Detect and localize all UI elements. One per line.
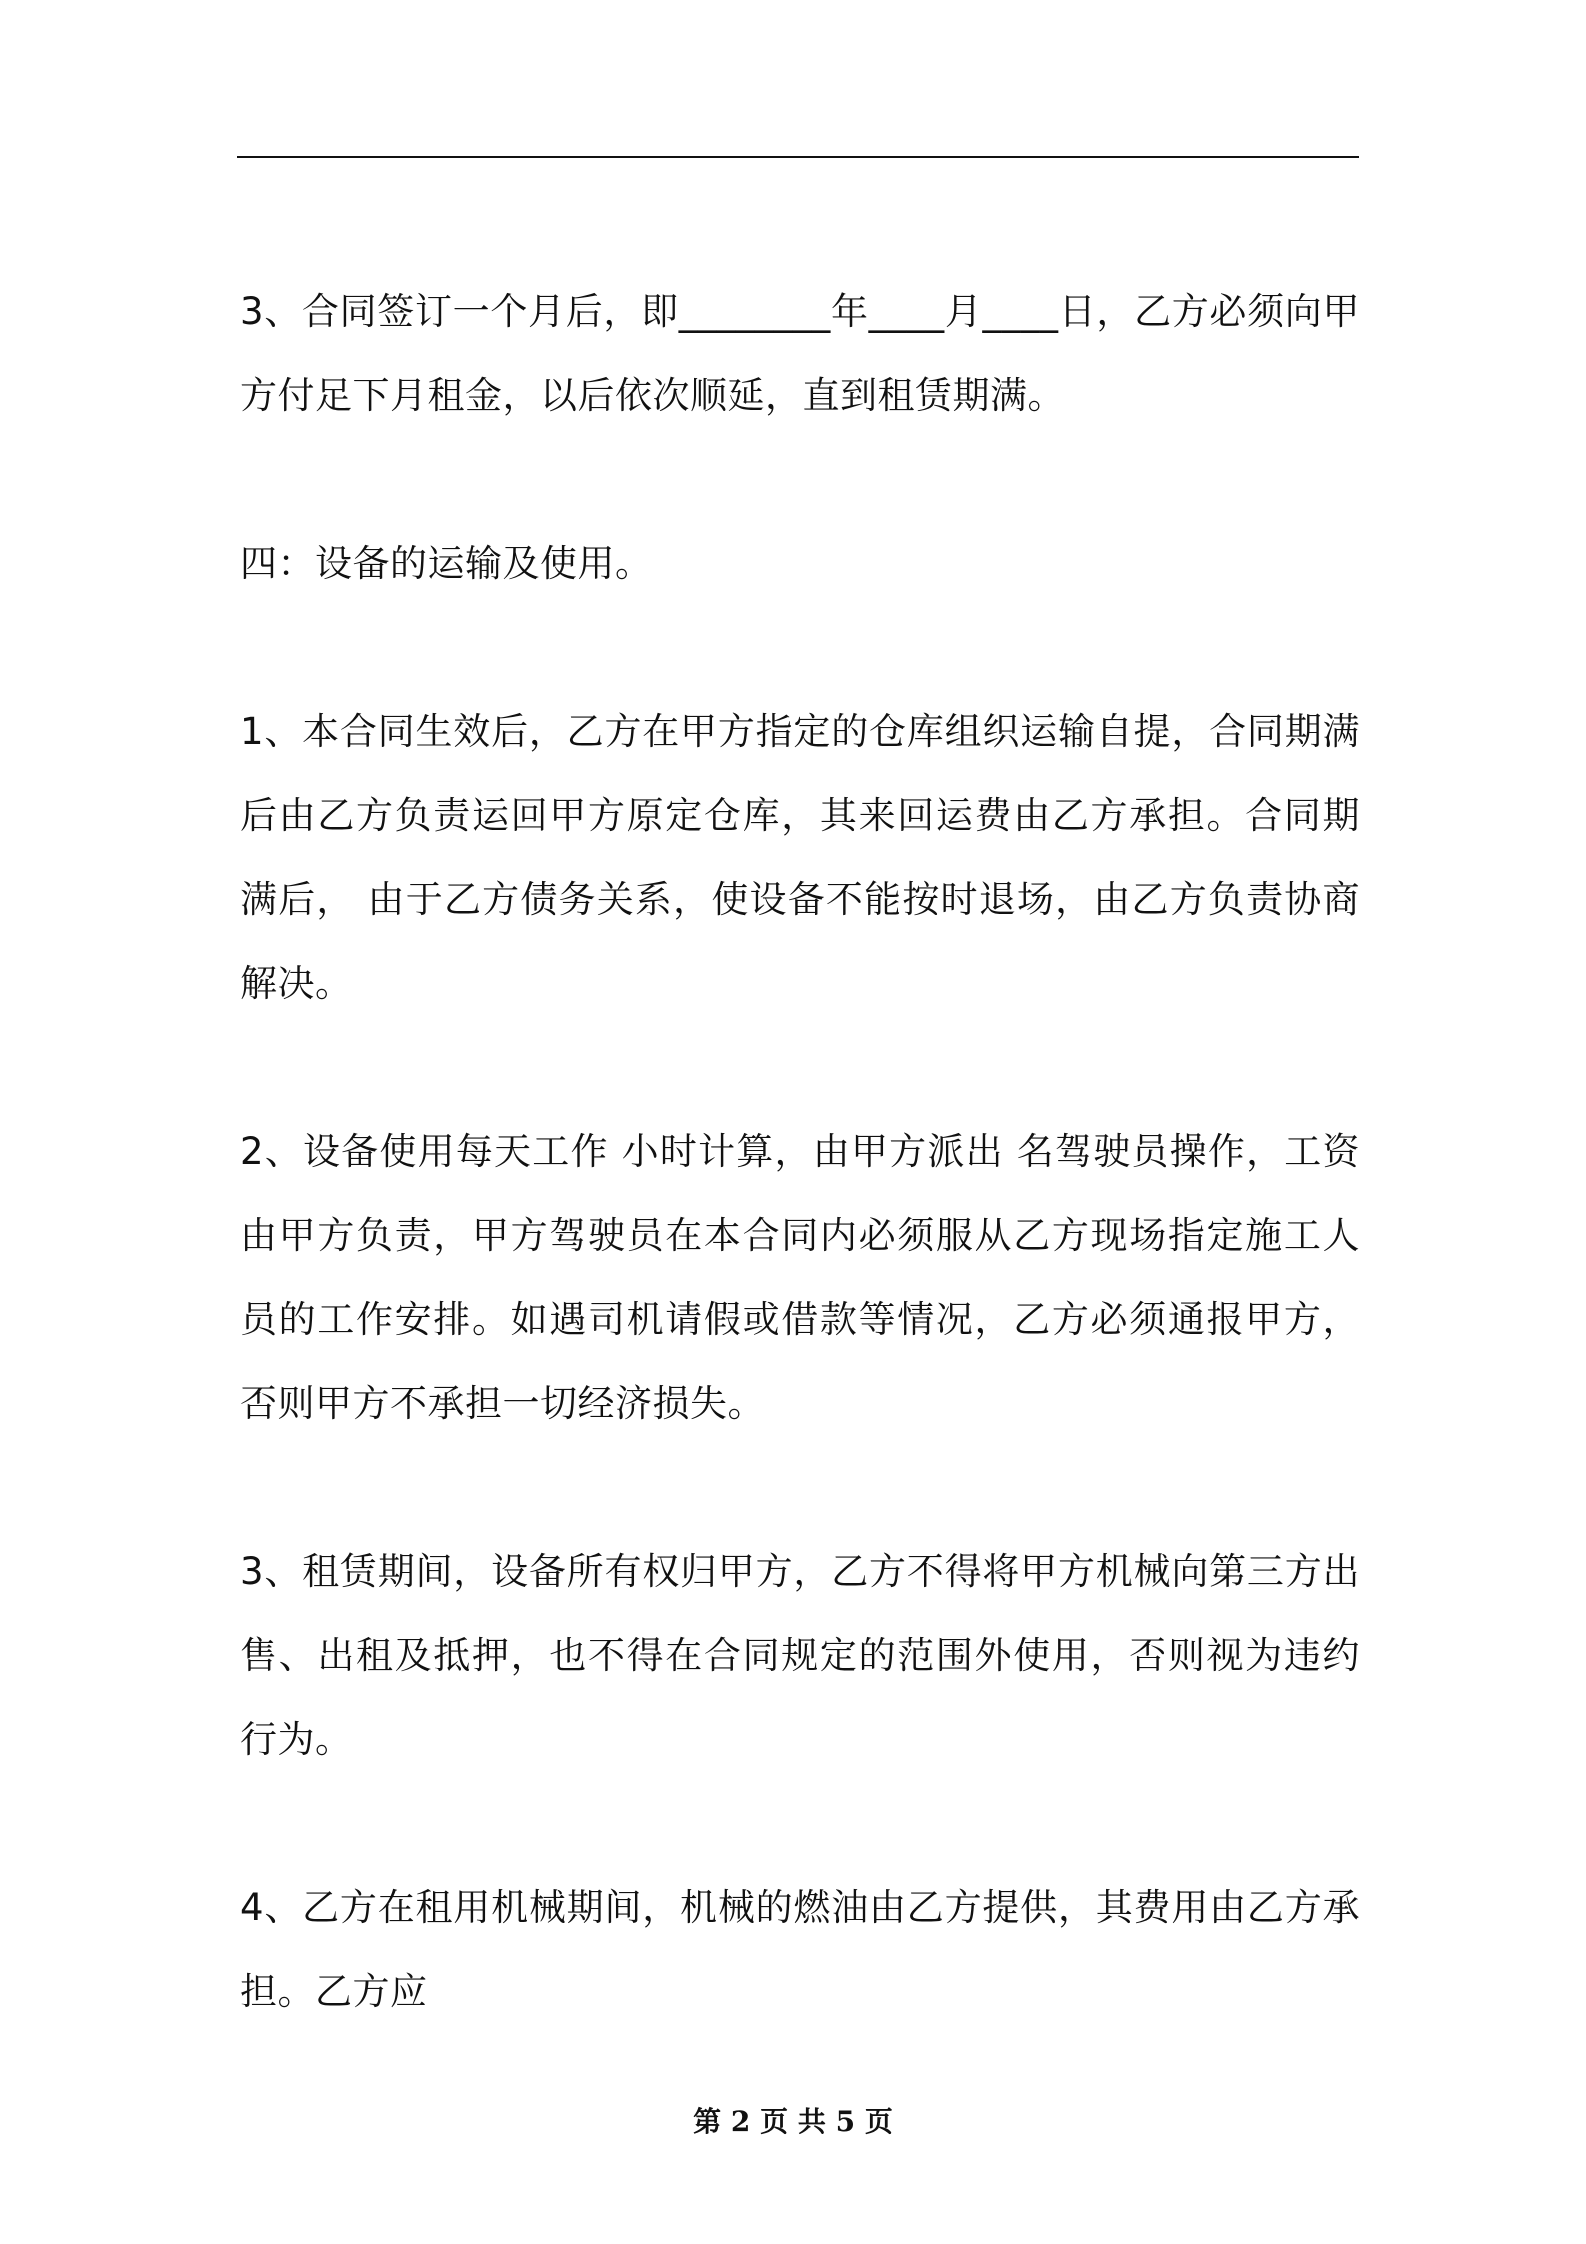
paragraph-transport: 1、本合同生效后，乙方在甲方指定的仓库组织运输自提，合同期满后由乙方负责运回甲方原定仓库，其来回运费由乙方承担。合同期满后， 由于乙方债务关系，使设备不能按时退场，由乙方负责协商解决。 — [240, 710, 1360, 1005]
document-body — [240, 270, 1360, 2118]
header-rule — [237, 156, 1359, 158]
paragraph-ownership: 3、租赁期间，设备所有权归甲方，乙方不得将甲方机械向第三方出售、出租及抵押，也不得在合同规定的范围外使用，否则视为违约行为。 — [240, 1550, 1360, 1761]
page-number-footer: 第 2 页 共 5 页 — [693, 2105, 893, 2138]
paragraph-rent-payment: 3、合同签订一个月后，即________年____月____日，乙方必须向甲方付足下月租金，以后依次顺延，直到租赁期满。 — [240, 290, 1360, 417]
paragraph-fuel: 4、乙方在租用机械期间，机械的燃油由乙方提供，其费用由乙方承担。乙方应 — [240, 1886, 1360, 2013]
paragraph-operation: 2、设备使用每天工作 小时计算，由甲方派出 名驾驶员操作，工资由甲方负责，甲方驾驶员在本合同内必须服从乙方现场指定施工人员的工作安排。如遇司机请假或借款等情况，乙方必须通报甲方，否则甲方不承担一切经济损失。 — [240, 1130, 1360, 1425]
section-heading-transport-use: 四：设备的运输及使用。 — [240, 542, 653, 585]
